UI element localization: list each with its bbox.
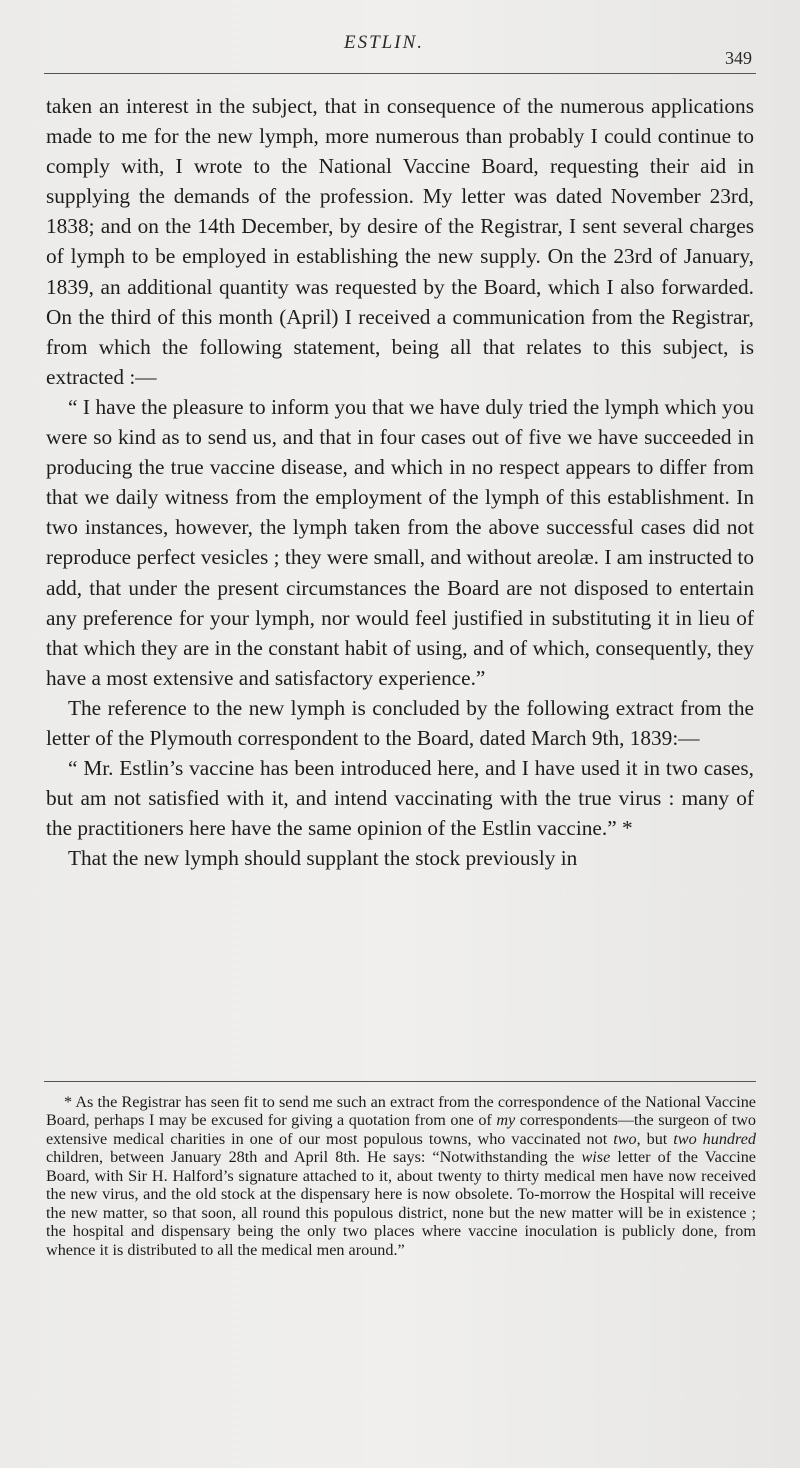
footnote-part: , but (636, 1129, 674, 1148)
footnote (46, 1093, 756, 1259)
running-head: ESTLIN. (344, 32, 424, 53)
paragraph-supplant: That the new lymph should supplant the stock previously in (68, 846, 578, 871)
paragraph-plymouth-reference: The reference to the new lymph is concluded by the following extract from the letter of the Plymouth correspondent to the Board, dated March 9th, 1839:— (46, 695, 754, 750)
footnote-text (46, 1093, 756, 1259)
footnote-emphasis: two hundred (673, 1129, 756, 1148)
footnote-part: correspondents—the surgeon of two extensive medical charities in one of our most populous towns, who vaccinated not (46, 1111, 756, 1148)
footnote-part: children, between January 28th and April 8th. He says: “Notwithstanding the (46, 1148, 582, 1167)
footnote-emphasis: my (496, 1111, 516, 1130)
page-header (44, 28, 756, 76)
page-number: 349 (725, 48, 752, 68)
header-rule (44, 73, 756, 74)
footnote-emphasis: wise (581, 1148, 611, 1167)
paragraph-registrar-quote: “ I have the pleasure to inform you that we have duly tried the lymph which you were so kind as to send us, and that in four cases out of five we have succeeded in producing the true vaccine disease, and which in no respect appears to differ from that we daily witness from the employment of the lymph of this establishment. In two instances, however, the lymph taken from the above successful cases did not reproduce perfect vesicles ; they were small, and without areolæ. I am instructed to add, that under the present circumstances the Board are not disposed to entertain any preference for your lymph, nor would feel justified in substituting it in lieu of that which they are in the constant habit of using, and of which, consequently, they have a most extensive and satisfactory experience.” (46, 394, 754, 690)
footnote-rule (44, 1081, 756, 1082)
main-text (46, 91, 754, 873)
footnote-emphasis: two (613, 1129, 637, 1148)
footnote-part: * As the Registrar has seen fit to send me such an extract from the correspondence of the National Vaccine Board, perhaps I may be excused for giving a quotation from one of (46, 1093, 756, 1130)
footnote-part: letter of the Vaccine Board, with Sir H. Halford’s signature attached to it, about twenty to thirty medical men have now received the new virus, and the old stock at the dispensary here is now obsolete. To-morrow the Hospital will receive the new matter, so that soon, all round this populous district, none but the new matter will be in existence ; the hospital and dispensary being the only two places where vaccine inoculation is publicly done, from whence it is distributed to all the medical men around.” (46, 1148, 756, 1259)
paragraph-continuation: taken an interest in the subject, that in consequence of the numerous applications made to me for the new lymph, more numerous than probably I could continue to comply with, I wrote to the National Vaccine Board, requesting their aid in supplying the demands of the profession. My letter was dated November 23rd, 1838; and on the 14th December, by desire of the Registrar, I sent several charges of lymph to be employed in establishing the new supply. On the 23rd of January, 1839, an additional quantity was requested by the Board, which I also forwarded. On the third of this month (April) I received a communication from the Registrar, from which the following statement, being all that relates to this subject, is extracted :— (46, 94, 754, 389)
paragraph-plymouth-quote: “ Mr. Estlin’s vaccine has been introduced here, and I have used it in two cases, but am not satisfied with it, and intend vaccinating with the true virus : many of the practitioners here have the same opinion of the Estlin vaccine.” * (46, 756, 754, 841)
